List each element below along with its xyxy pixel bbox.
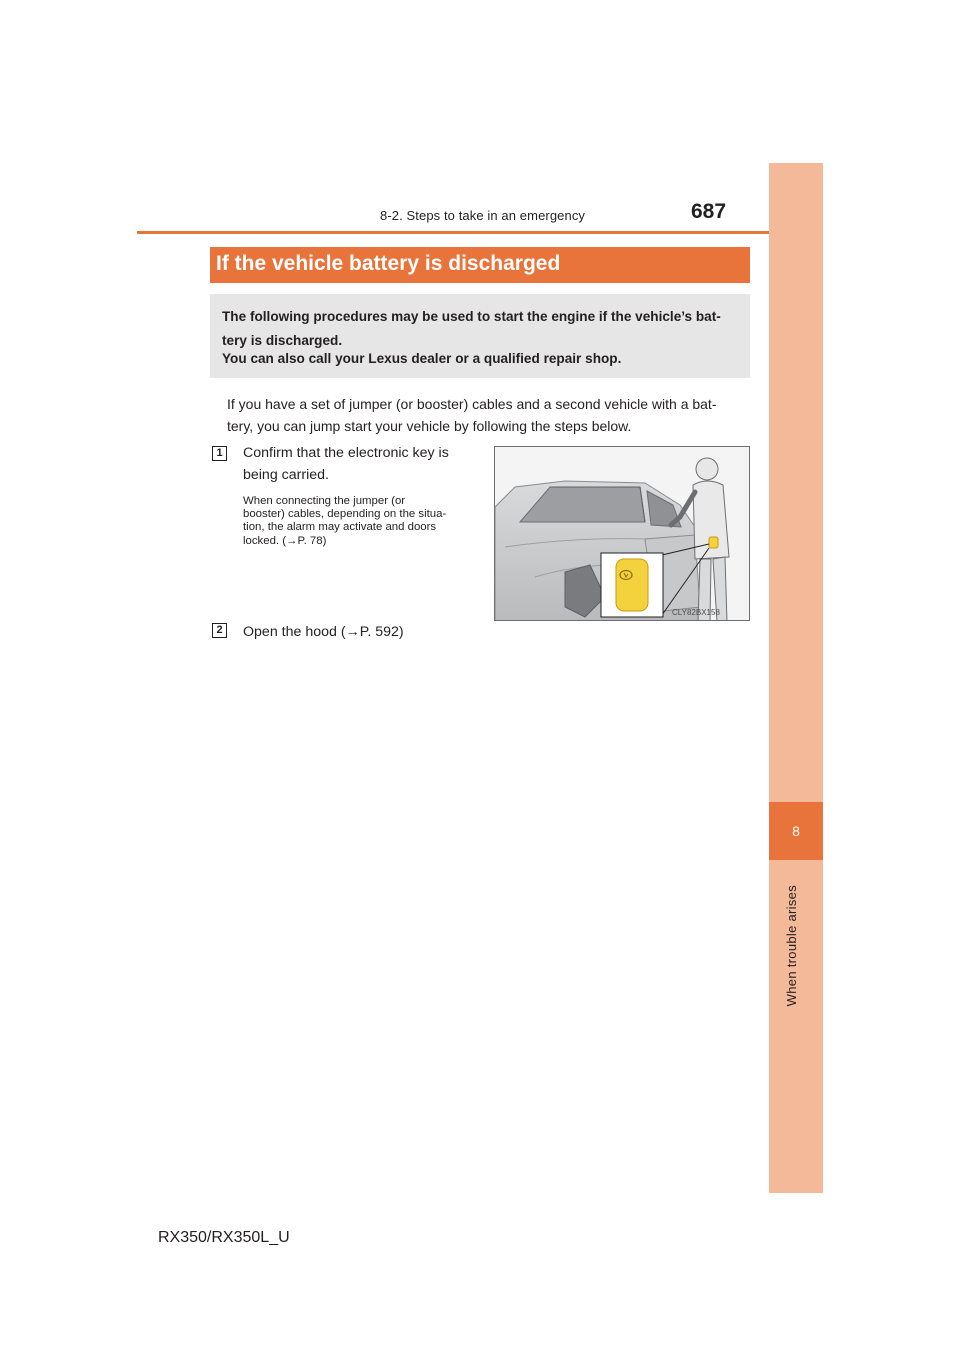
- intro-line-3: You can also call your Lexus dealer or a qualified repair shop.: [222, 351, 622, 366]
- chapter-number-tab: [769, 802, 823, 860]
- chapter-label: When trouble arises: [784, 885, 799, 1007]
- chapter-side-tab: [769, 163, 823, 1193]
- intro-box: [210, 294, 750, 378]
- step-1-note-line-1: When connecting the jumper (or: [243, 495, 406, 507]
- step-2-number: 2: [212, 623, 227, 638]
- section-heading: 8-2. Steps to take in an emergency: [380, 208, 586, 223]
- car-key-illustration: [494, 446, 750, 621]
- section-title-bar: [210, 247, 750, 283]
- step-1-note-line-3: tion, the alarm may activate and doors: [243, 521, 437, 533]
- step-1-note-line-2: booster) cables, depending on the situa-: [243, 508, 447, 520]
- step-1-line-2: being carried.: [243, 467, 329, 483]
- section-title: If the vehicle battery is discharged: [216, 252, 561, 275]
- header-divider: [137, 231, 823, 234]
- chapter-number: 8: [792, 823, 800, 839]
- car-illustration-svg: [495, 447, 750, 621]
- model-footer: RX350/RX350L_U: [158, 1229, 290, 1246]
- step-1-number: 1: [212, 446, 227, 461]
- illustration-code: CLY82BX158: [672, 608, 720, 617]
- intro-line-1: The following procedures may be used to start the engine if the vehicle’s bat-: [222, 309, 721, 324]
- body-line-2: tery, you can jump start your vehicle by following the steps below.: [227, 418, 632, 434]
- step-1-line-1: Confirm that the electronic key is: [243, 445, 449, 461]
- chapter-label-container: [784, 885, 808, 1025]
- body-line-1: If you have a set of jumper (or booster) cables and a second vehicle with a bat-: [227, 396, 717, 412]
- intro-line-2: tery is discharged.: [222, 333, 343, 348]
- step-2-text: Open the hood (→P. 592): [243, 624, 404, 640]
- page-number: 687: [691, 200, 727, 223]
- step-1-note-line-4: locked. (→P. 78): [243, 535, 327, 547]
